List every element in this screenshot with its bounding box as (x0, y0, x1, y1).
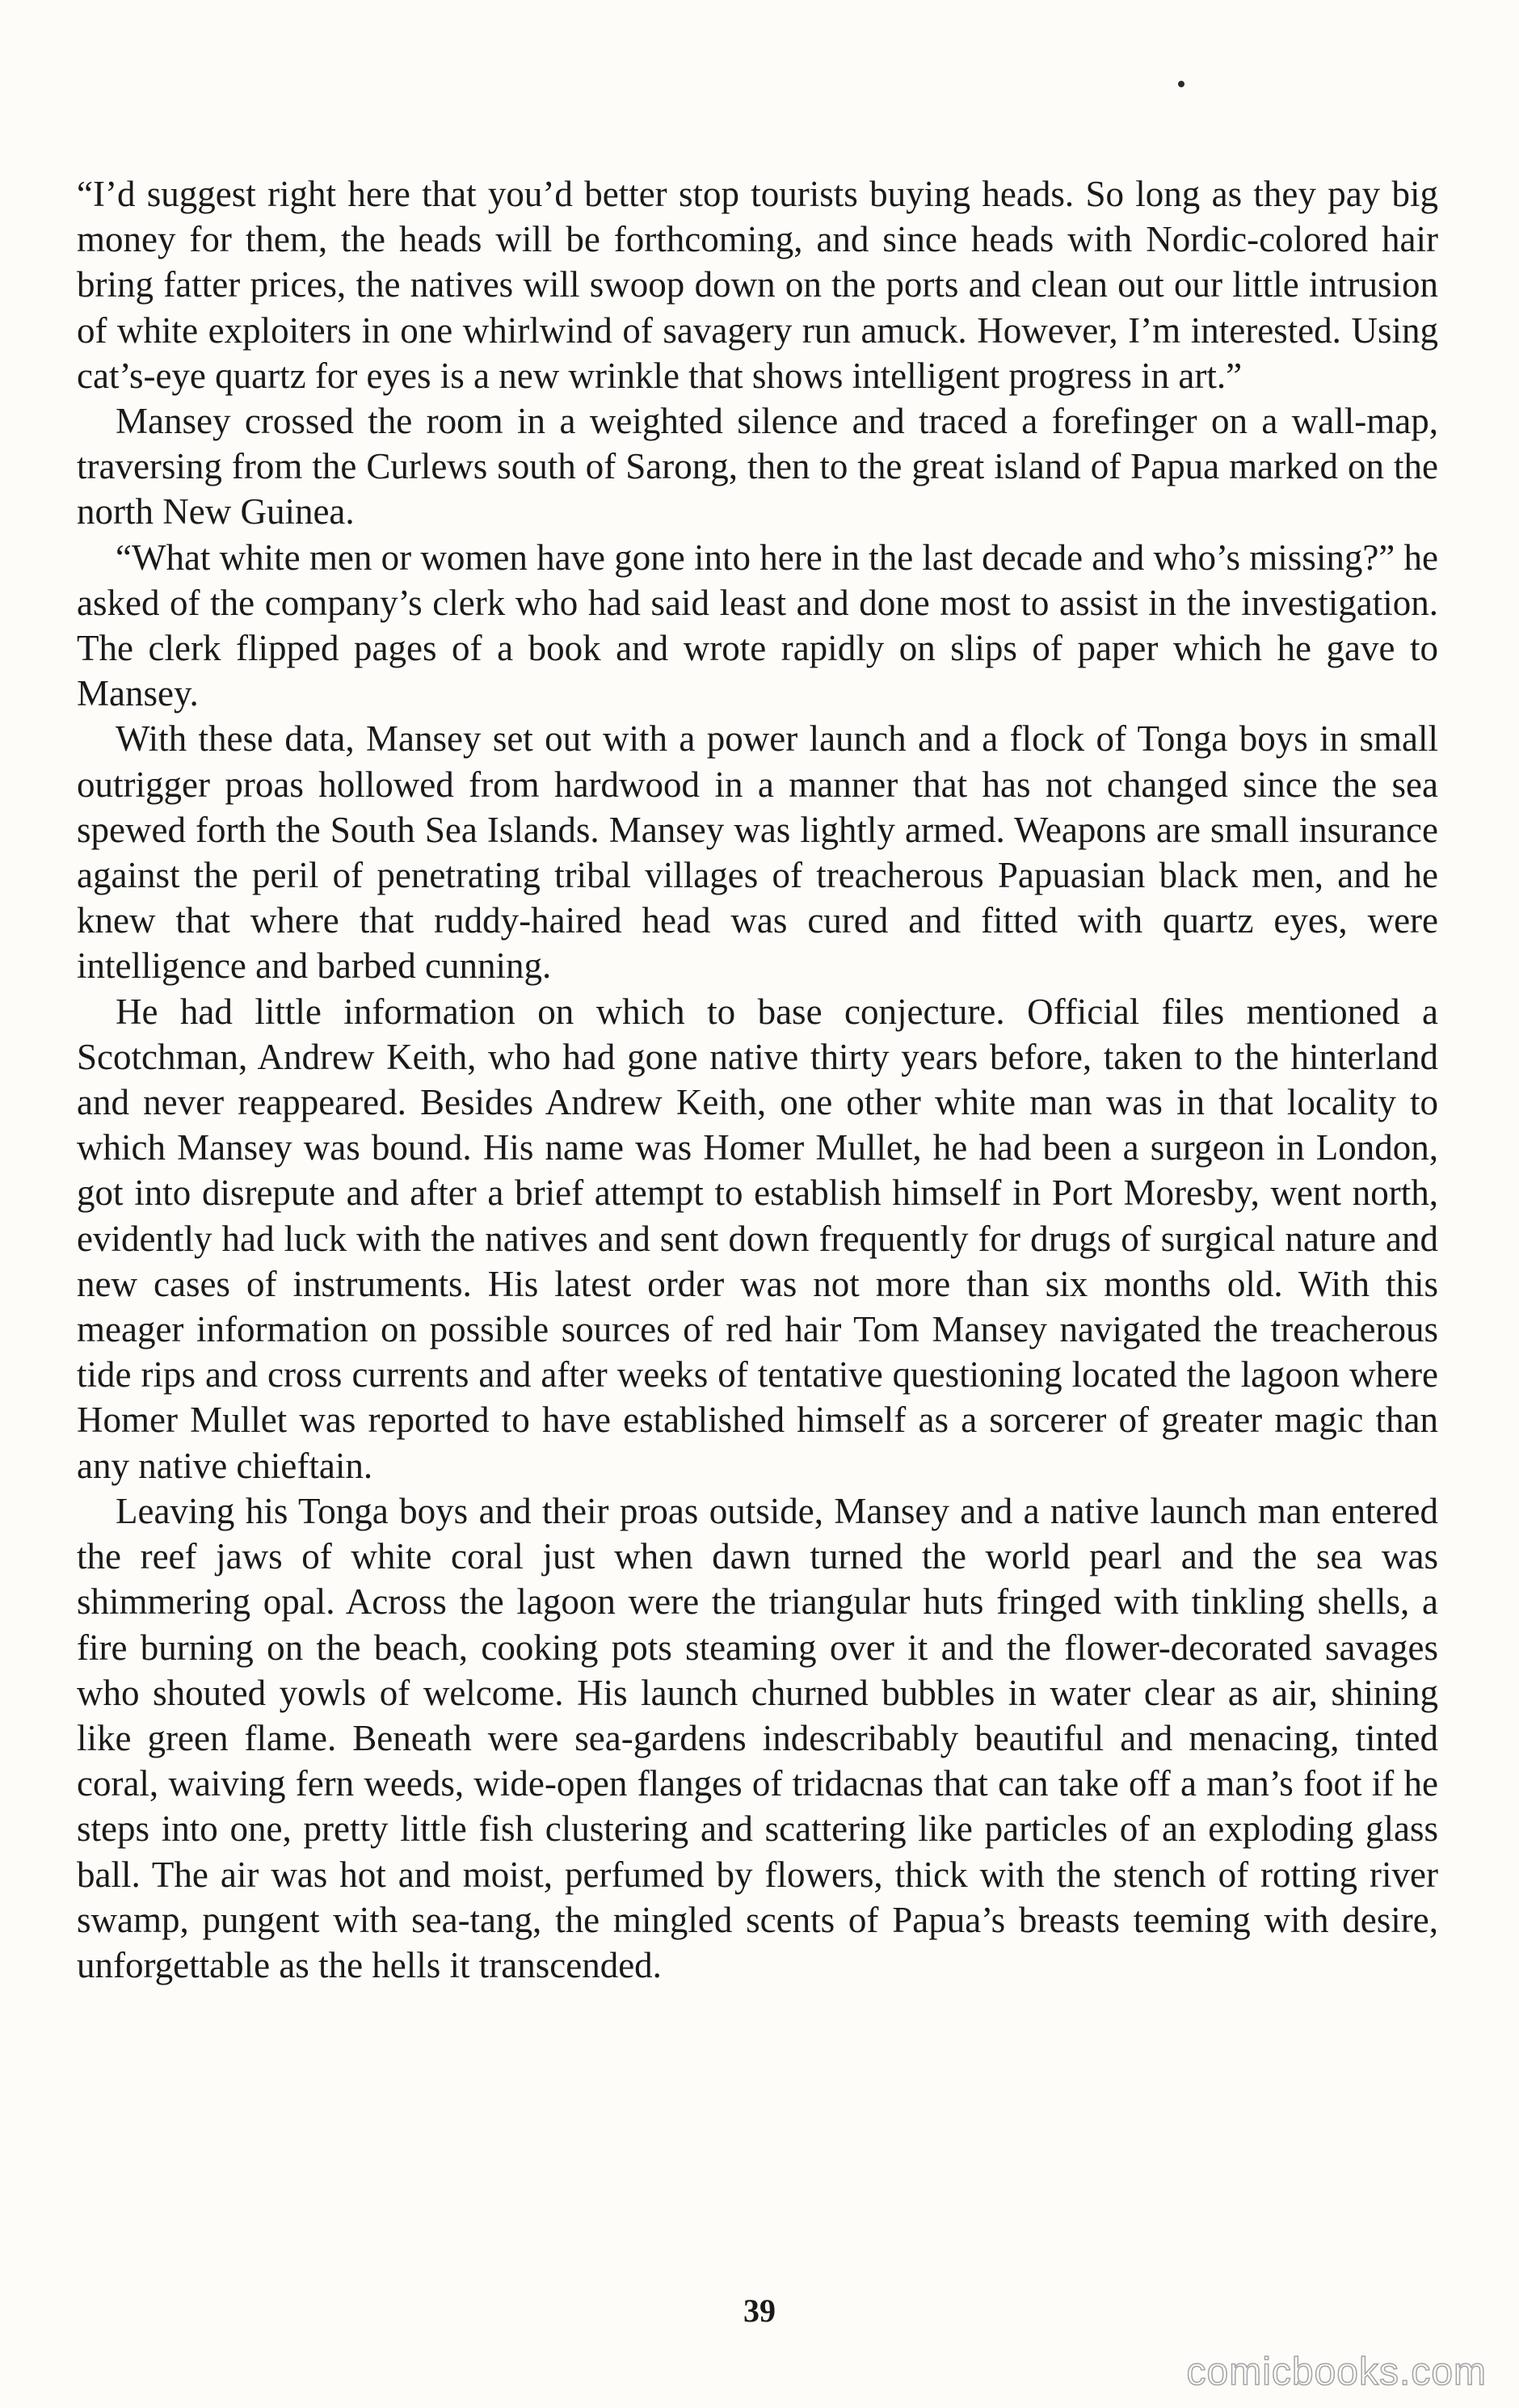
paragraph-3: “What white men or women have gone into here in the last decade and who’s missing?” he asked of the company’s clerk who had said least and done most to assist in the investigation. The clerk flipped pages of a book and wrote rapidly on slips of paper which he gave to Mansey. (77, 537, 1438, 714)
paragraph-1: “I’d suggest right here that you’d better stop tourists buying heads. So long as they pay big money for them, the heads will be forthcoming, and since heads with Nordic-colored hair bring fatter prices, the natives will swoop down on the ports and clean out our little intrusion of white exploiters in one whirlwind of savagery run amuck. However, I’m interested. Using cat’s-eye quartz for eyes is a new wrinkle that shows intelligent progress in art.” (77, 174, 1438, 396)
body-text (77, 171, 1438, 1988)
paragraph-2: Mansey crossed the room in a weighted silence and traced a forefinger on a wall-map, traversing from the Curlews south of Sarong, then to the great island of Papua marked on the north New Guinea. (77, 401, 1438, 533)
paragraph-4: With these data, Mansey set out with a power launch and a flock of Tonga boys in small outrigger proas hollowed from hardwood in a manner that has not changed since the sea spewed forth the South Sea Islands. Mansey was lightly armed. Weapons are small insurance against the peril of penetrating tribal villages of treacherous Papuasian black men, and he knew that where that ruddy-haired head was cured and fitted with quartz eyes, were intelligence and barbed cunning. (77, 718, 1438, 987)
site-watermark: comicbooks.com (1186, 2351, 1487, 2393)
paragraph-6: Leaving his Tonga boys and their proas outside, Mansey and a native launch man entered the reef jaws of white coral just when dawn turned the world pearl and the sea was shimmering opal. Across the lagoon were the triangular huts fringed with tinkling shells, a fire burning on the beach, cooking pots steaming over it and the flower-decorated savages who shouted yowls of welcome. His launch churned bubbles in water clear as air, shining like green flame. Beneath were sea-gardens indescribably beautiful and menacing, tinted coral, waiving fern weeds, wide-open flanges of tridacnas that can take off a man’s foot if he steps into one, pretty little fish clustering and scattering like particles of an exploding glass ball. The air was hot and moist, perfumed by flowers, thick with the stench of rotting river swamp, pungent with sea-tang, the mingled scents of Papua’s breasts teeming with desire, unforgettable as the hells it transcended. (77, 1490, 1438, 1985)
page-number: 39 (743, 2292, 776, 2329)
paragraph-5: He had little information on which to base conjecture. Official files mentioned a Scotchman, Andrew Keith, who had gone native thirty years before, taken to the hinterland and never reappeared. Besides Andrew Keith, one other white man was in that locality to which Mansey was bound. His name was Homer Mullet, he had been a surgeon in London, got into disrepute and after a brief attempt to establish himself in Port Moresby, went north, evidently had luck with the natives and sent down frequently for drugs of surgical nature and new cases of instruments. His latest order was not more than six months old. With this meager information on possible sources of red hair Tom Mansey navigated the treacherous tide rips and cross currents and after weeks of tentative questioning located the lagoon where Homer Mullet was reported to have established himself as a sorcerer of greater magic than any native chieftain. (77, 991, 1438, 1486)
ink-speck (1178, 81, 1184, 87)
